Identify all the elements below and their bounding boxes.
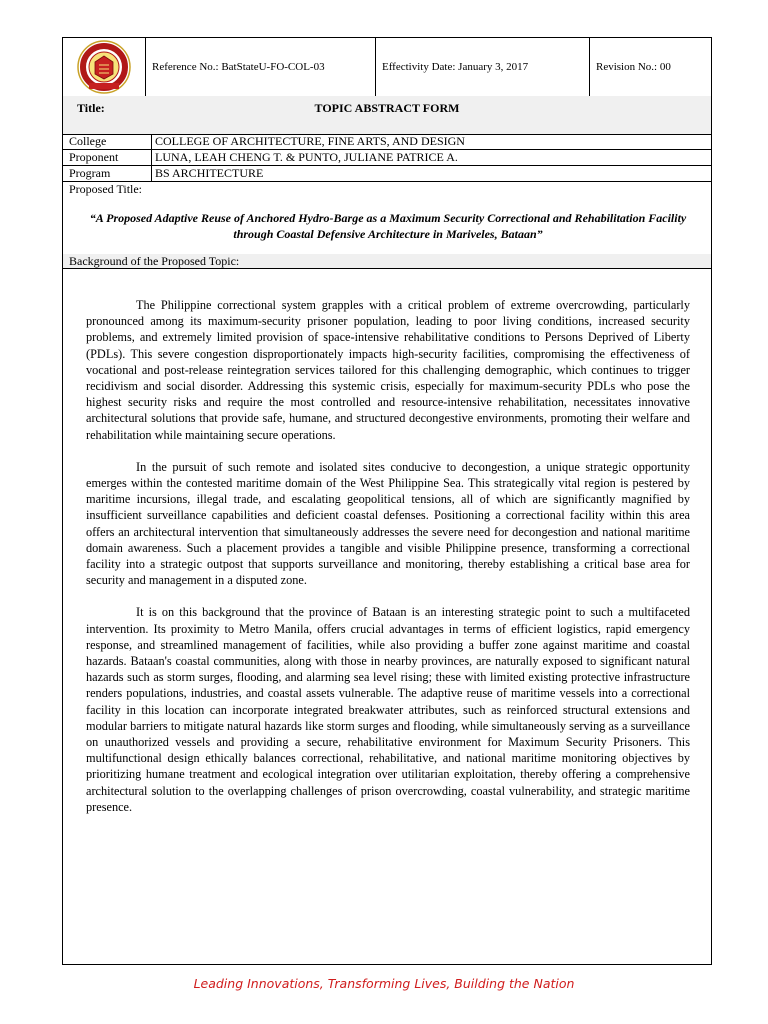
reference-number: Reference No.: BatStateU-FO-COL-03 bbox=[145, 38, 375, 96]
background-paragraph-3: It is on this background that the province of Bataan is an interesting strategic point to such a multifaceted intervention. Its proximity to Metro Manila, offers crucial advantages in terms of efficient logistics, rapid emergency response, and streamlined management of facilities, while also providing a buffer zone against maritime and coastal hazards. Bataan's coastal communities, along with those in nearby provinces, are naturally exposed to significant natural hazards such as storm surges, flooding, and alarming sea level rising; these with limited existing protective infrastructure renders populations, industries, and coastal assets vulnerable. The adaptive reuse of maritime vessels into a correctional facility in this location can incorporate integrated breakwater attributes, such as reinforced structural extensions and modular barriers to mitigate natural hazards like storm surges and flooding, while simultaneously serving as a surveillance on unauthorized vessels and providing a secure, rehabilitative environment for Maximum Security Prisoners. This multifunctional design ethically balances correctional, rehabilitative, and national maritime monitoring objectives by prioritizing humane treatment and ecological integration over utilitarian exploitation, thereby offering a comprehensive architectural solution to the overlapping challenges of prison overcrowding, coastal vulnerability, and strategic maritime presence. bbox=[86, 605, 690, 814]
form-frame bbox=[62, 37, 712, 965]
college-label: College bbox=[69, 134, 107, 148]
form-header bbox=[63, 38, 711, 97]
title-label: Title: bbox=[77, 101, 105, 115]
form-title: TOPIC ABSTRACT FORM bbox=[314, 101, 460, 115]
proposed-title-text: “A Proposed Adaptive Reuse of Anchored Hydro-Barge as a Maximum Security Correctional and Rehabilitation Facility through Coastal Defensive Architecture in Mariveles, Bataan” bbox=[89, 211, 687, 241]
proponent-label: Proponent bbox=[69, 150, 119, 164]
background-body bbox=[86, 297, 690, 831]
college-row bbox=[63, 134, 711, 150]
footer-tagline: Leading Innovations, Transforming Lives, Building the Nation bbox=[193, 976, 575, 991]
background-header bbox=[63, 254, 711, 269]
background-paragraph-2: In the pursuit of such remote and isolated sites conducive to decongestion, a unique strategic opportunity emerges within the contested maritime domain of the West Philippine Sea. This strategically vital region is pestered by maritime incursions, illegal trade, and escalating geopolitical tensions, all of which are significantly magnified by insufficient surveillance capabilities and deficient coastal defenses. Positioning a correctional facility within this area offers an architectural intervention that simultaneously addresses the severe need for decongestion and national maritime domain awareness. Such a placement provides a tangible and visible Philippine presence, transforming a correctional facility into a strategic outpost that supports surveillance and monitoring, thereby establishing a critical base area for security and management in a disputed zone. bbox=[86, 459, 690, 588]
program-value: BS ARCHITECTURE bbox=[151, 166, 263, 181]
revision-number: Revision No.: 00 bbox=[589, 38, 711, 96]
title-row bbox=[63, 96, 711, 135]
proponent-value: LUNA, LEAH CHENG T. & PUNTO, JULIANE PATRICE A. bbox=[151, 150, 458, 165]
proponent-row bbox=[63, 150, 711, 166]
proposed-title-label: Proposed Title: bbox=[69, 182, 143, 196]
college-value: COLLEGE OF ARCHITECTURE, FINE ARTS, AND DESIGN bbox=[151, 134, 465, 149]
effectivity-date: Effectivity Date: January 3, 2017 bbox=[375, 38, 589, 96]
background-paragraph-1: The Philippine correctional system grapples with a critical problem of extreme overcrowding, particularly pronounced among its maximum-security prisoner population, leading to poor living conditions, increased security problems, and extremely limited provision of space-intensive rehabilitative conditions to Persons Deprived of Liberty (PDLs). This severe congestion disproportionately impacts high-security facilities, compromising the effectiveness of vocational and post-release reintegration services tailored for this challenging demographic, which continues to trigger recidivism and social disorder. Addressing this systemic crisis, especially for maximum-security PDLs who pose the highest security risks and require the most controlled and resource-intensive rehabilitation, necessitates innovative architectural solutions that provide safe, humane, and structured decongestive environments, promoting their welfare and rehabilitation while maintaining secure operations. bbox=[86, 298, 690, 442]
university-seal-logo bbox=[63, 38, 145, 96]
program-label: Program bbox=[69, 166, 111, 180]
proposed-title-section bbox=[63, 182, 711, 255]
program-row bbox=[63, 166, 711, 182]
background-label: Background of the Proposed Topic: bbox=[69, 254, 240, 268]
